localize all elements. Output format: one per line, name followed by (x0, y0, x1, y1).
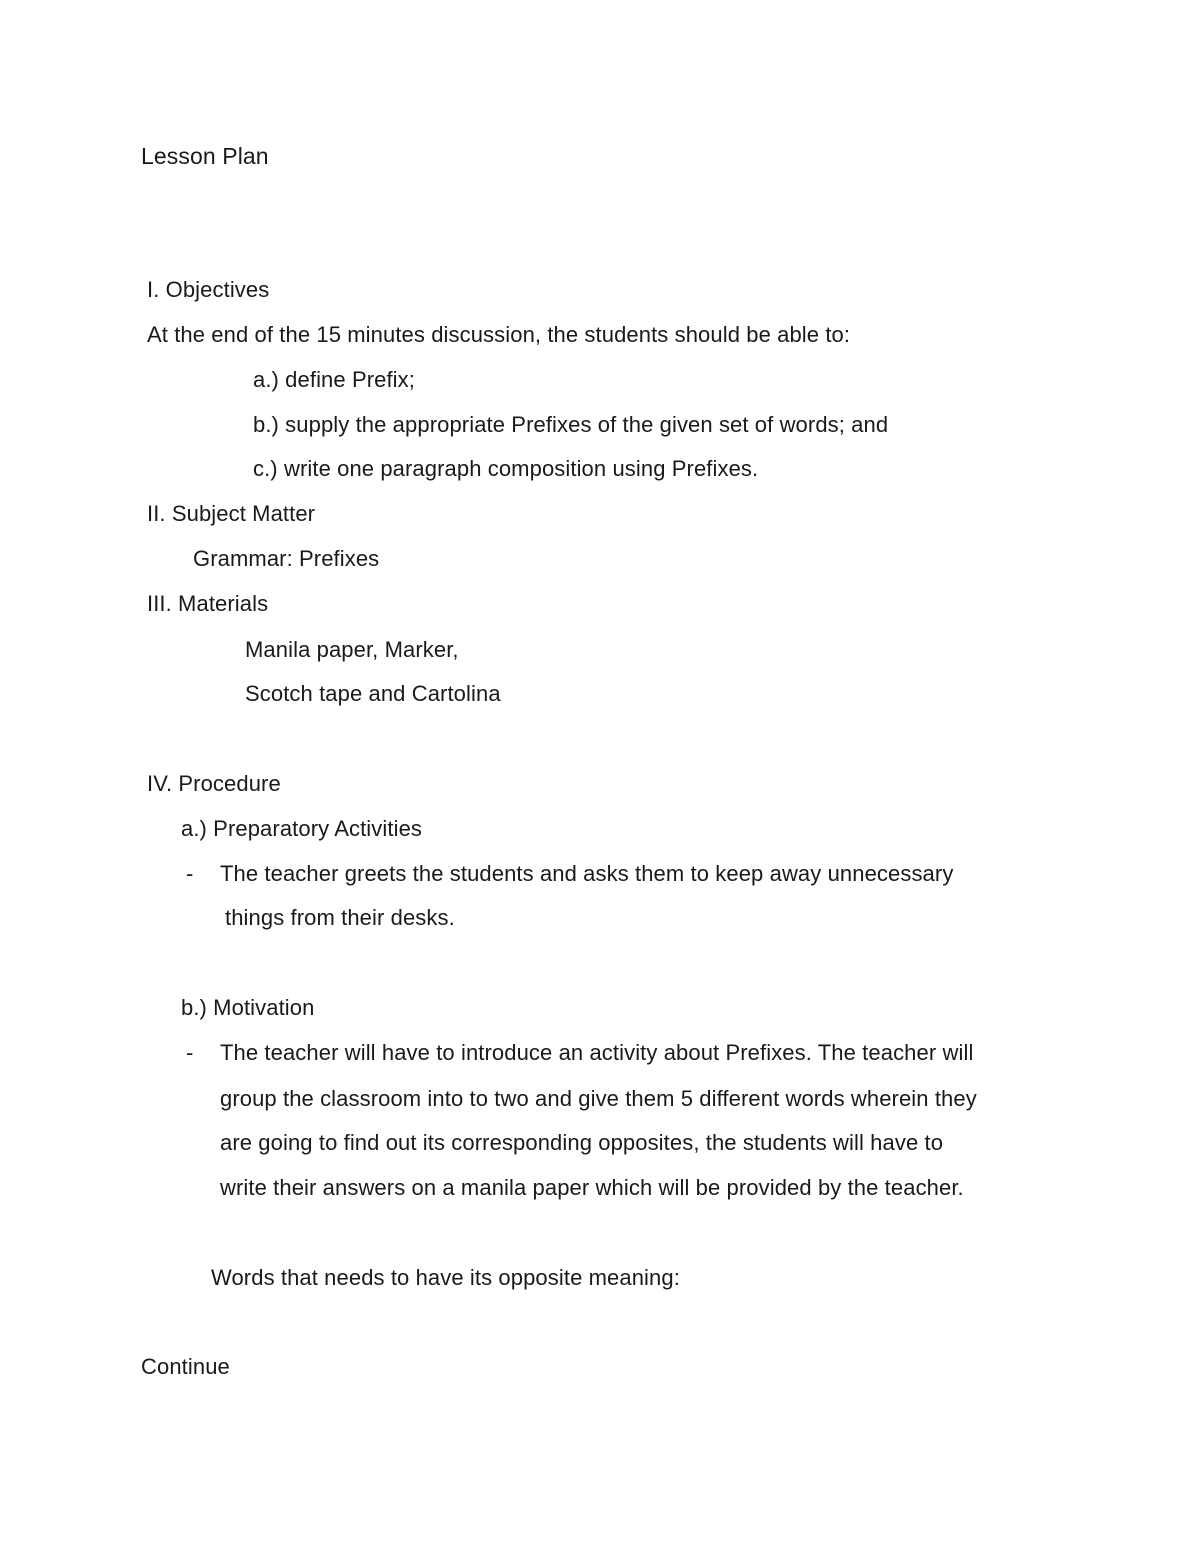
materials-line: Manila paper, Marker, (245, 637, 459, 662)
motivation-text-line: are going to find out its corresponding opposites, the students will have to (220, 1130, 944, 1155)
objective-item: a.) define Prefix; (253, 367, 415, 392)
preparatory-text-line: things from their desks. (225, 905, 455, 930)
words-note: Words that needs to have its opposite meaning: (211, 1265, 680, 1290)
motivation-text-line: group the classroom into to two and give them 5 different words wherein they (220, 1086, 977, 1111)
subject-matter-content: Grammar: Prefixes (193, 546, 380, 571)
bullet-dash: - (186, 861, 194, 886)
document-title: Lesson Plan (141, 143, 269, 169)
materials-line: Scotch tape and Cartolina (245, 681, 501, 706)
materials-heading: III. Materials (147, 591, 269, 616)
motivation-text-line: write their answers on a manila paper which will be provided by the teacher. (220, 1175, 964, 1200)
motivation-text-line: The teacher will have to introduce an activity about Prefixes. The teacher will (220, 1040, 974, 1065)
motivation-label: b.) Motivation (181, 995, 315, 1020)
objective-item: b.) supply the appropriate Prefixes of the given set of words; and (253, 412, 889, 437)
preparatory-text-line: The teacher greets the students and asks them to keep away unnecessary (220, 861, 954, 886)
objectives-heading: I. Objectives (147, 277, 270, 302)
objectives-intro: At the end of the 15 minutes discussion, the students should be able to: (147, 322, 851, 347)
subject-matter-heading: II. Subject Matter (147, 501, 316, 526)
bullet-dash: - (186, 1040, 194, 1065)
continue-link[interactable]: Continue (141, 1354, 230, 1379)
preparatory-activities-label: a.) Preparatory Activities (181, 816, 423, 841)
objective-item: c.) write one paragraph composition using Prefixes. (253, 456, 759, 481)
procedure-heading: IV. Procedure (147, 771, 281, 796)
